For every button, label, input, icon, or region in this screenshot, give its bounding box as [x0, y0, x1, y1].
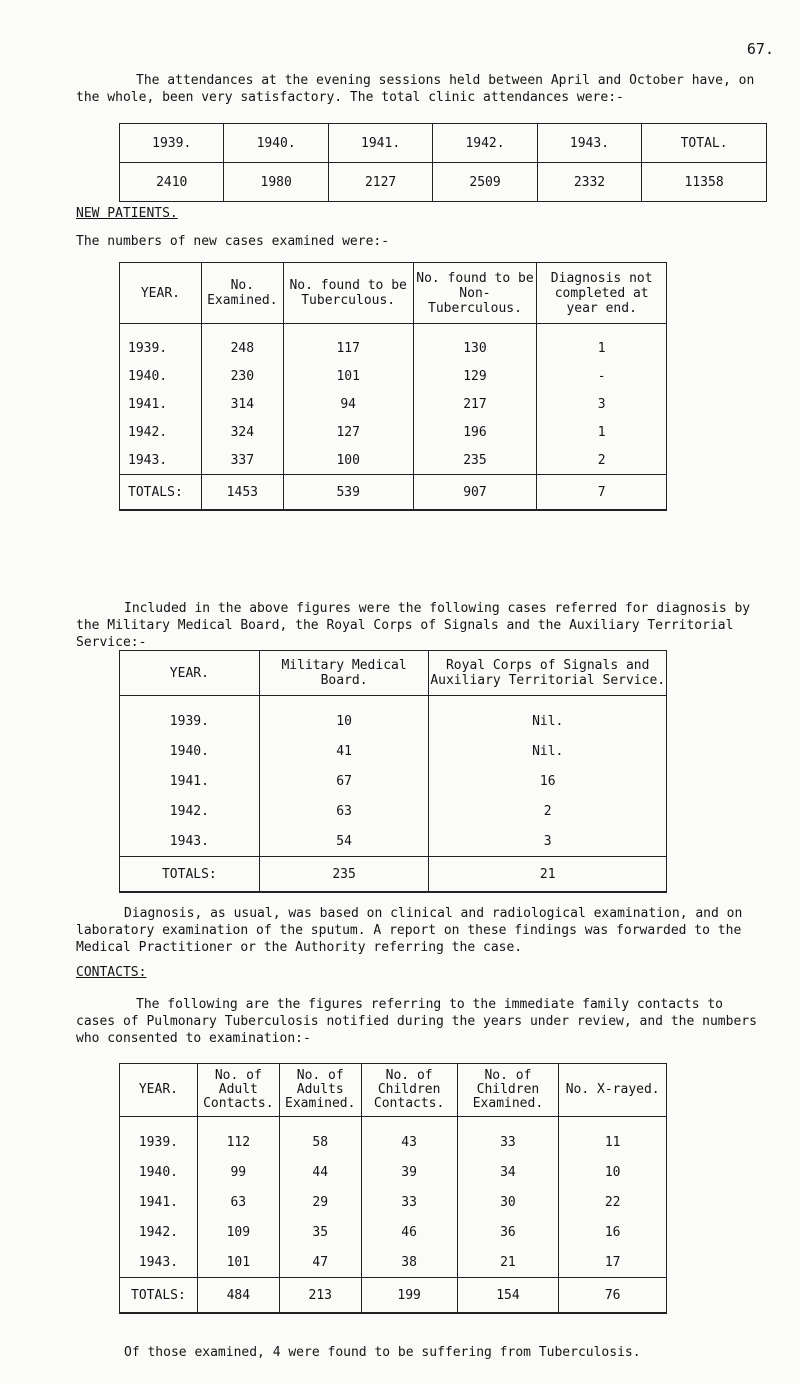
column-header: No. of Adult Contacts.	[197, 1064, 279, 1117]
new-patients-heading: NEW PATIENTS.	[76, 206, 178, 221]
table-cell: 29	[279, 1187, 361, 1217]
table-cell: 33	[457, 1117, 559, 1158]
table-cell: 117	[283, 324, 413, 363]
new-patients-intro: The numbers of new cases examined were:-	[76, 234, 390, 249]
table-cell: 10	[559, 1157, 667, 1187]
table-cell: 1941.	[120, 766, 260, 796]
table-cell: 1	[537, 418, 667, 446]
table-cell: 21	[457, 1247, 559, 1278]
table-row	[120, 418, 667, 446]
table-cell: 1942.	[120, 796, 260, 826]
table-cell: 1940.	[120, 362, 202, 390]
table-cell: 67	[259, 766, 429, 796]
table-cell: 34	[457, 1157, 559, 1187]
totals-cell: 907	[413, 475, 537, 511]
totals-cell: 154	[457, 1278, 559, 1314]
table-row	[120, 1157, 667, 1187]
table-cell: 22	[559, 1187, 667, 1217]
table-cell: 3	[429, 826, 667, 857]
table-cell: 248	[201, 324, 283, 363]
table-cell: 47	[279, 1247, 361, 1278]
attendance-value: 2332	[537, 163, 641, 202]
totals-cell: 7	[537, 475, 667, 511]
contacts-heading: CONTACTS:	[76, 965, 147, 980]
table-cell: 130	[413, 324, 537, 363]
table-cell: 36	[457, 1217, 559, 1247]
totals-row	[120, 857, 667, 893]
column-header: No. found to be Non-Tuberculous.	[413, 263, 537, 324]
table-cell: 235	[413, 446, 537, 475]
table-cell: 2	[537, 446, 667, 475]
attendance-header-row	[120, 124, 767, 163]
table-cell: 46	[361, 1217, 457, 1247]
table-cell: 1941.	[120, 1187, 198, 1217]
contacts-intro: The following are the figures referring to the immediate family contacts to cases of Pulmonary Tuberculosis notified during the years under review, and the numbers who consented to examination:-	[76, 997, 757, 1046]
table-cell: 1940.	[120, 1157, 198, 1187]
table-cell: Nil.	[429, 696, 667, 737]
table-cell: 1	[537, 324, 667, 363]
table-cell: 217	[413, 390, 537, 418]
totals-row	[120, 475, 667, 511]
table-cell: 99	[197, 1157, 279, 1187]
column-header: No. of Adults Examined.	[279, 1064, 361, 1117]
table-cell: 33	[361, 1187, 457, 1217]
page-number: 67.	[746, 40, 774, 58]
totals-cell: TOTALS:	[120, 475, 202, 511]
totals-cell: 76	[559, 1278, 667, 1314]
column-header: No. X-rayed.	[559, 1064, 667, 1117]
table-cell: 324	[201, 418, 283, 446]
column-header: YEAR.	[120, 651, 260, 696]
totals-cell: 235	[259, 857, 429, 893]
table-cell: 101	[197, 1247, 279, 1278]
table-cell: 41	[259, 736, 429, 766]
diagnosis-paragraph: Diagnosis, as usual, was based on clinical and radiological examination, and on laboratory examination of the sputum. A report on these findings was forwarded to the Medical Practitioner or the Authority referring the case.	[76, 906, 743, 955]
year-header: 1941.	[328, 124, 432, 163]
table-cell: 17	[559, 1247, 667, 1278]
table-cell: 1942.	[120, 1217, 198, 1247]
column-header: Diagnosis not completed at year end.	[537, 263, 667, 324]
contacts-header-row	[120, 1064, 667, 1117]
year-header: 1940.	[224, 124, 328, 163]
table-cell: 1943.	[120, 446, 202, 475]
table-cell: 1943.	[120, 826, 260, 857]
year-header: 1939.	[120, 124, 224, 163]
table-row	[120, 826, 667, 857]
table-cell: 38	[361, 1247, 457, 1278]
table-cell: 1939.	[120, 324, 202, 363]
column-header: No. of Children Contacts.	[361, 1064, 457, 1117]
table-cell: 127	[283, 418, 413, 446]
intro-paragraph: The attendances at the evening sessions held between April and October have, on the whole, been very satisfactory. The total clinic attendances were:-	[76, 73, 755, 105]
table-row	[120, 696, 667, 737]
table-row	[120, 390, 667, 418]
column-header: No. Examined.	[201, 263, 283, 324]
table-cell: 16	[429, 766, 667, 796]
year-header: 1942.	[433, 124, 537, 163]
table-cell: 35	[279, 1217, 361, 1247]
totals-cell: 539	[283, 475, 413, 511]
table-cell: 43	[361, 1117, 457, 1158]
table-cell: 58	[279, 1117, 361, 1158]
table-cell: 1942.	[120, 418, 202, 446]
table-row	[120, 362, 667, 390]
column-header: No. of Children Examined.	[457, 1064, 559, 1117]
table-row	[120, 1117, 667, 1158]
table-row	[120, 736, 667, 766]
table-cell: 1939.	[120, 1117, 198, 1158]
table-cell: 39	[361, 1157, 457, 1187]
attendance-value: 11358	[642, 163, 767, 202]
referred-table	[119, 650, 667, 893]
attendance-value: 1980	[224, 163, 328, 202]
table-row	[120, 1247, 667, 1278]
table-row	[120, 446, 667, 475]
table-cell: 337	[201, 446, 283, 475]
year-header: 1943.	[537, 124, 641, 163]
table-cell: 63	[259, 796, 429, 826]
table-cell: 100	[283, 446, 413, 475]
totals-row	[120, 1278, 667, 1314]
table-cell: -	[537, 362, 667, 390]
table-cell: 10	[259, 696, 429, 737]
table-cell: 101	[283, 362, 413, 390]
table-cell: 1943.	[120, 1247, 198, 1278]
table-row	[120, 796, 667, 826]
column-header: No. found to be Tuberculous.	[283, 263, 413, 324]
closing-paragraph: Of those examined, 4 were found to be suffering from Tuberculosis.	[124, 1345, 641, 1360]
table-cell: 109	[197, 1217, 279, 1247]
table-row	[120, 766, 667, 796]
table-cell: Nil.	[429, 736, 667, 766]
column-header: YEAR.	[120, 263, 202, 324]
table-cell: 196	[413, 418, 537, 446]
attendance-table	[119, 123, 767, 202]
table-cell: 112	[197, 1117, 279, 1158]
column-header: Military Medical Board.	[259, 651, 429, 696]
table-cell: 1939.	[120, 696, 260, 737]
table-cell: 54	[259, 826, 429, 857]
totals-cell: 1453	[201, 475, 283, 511]
table-cell: 1941.	[120, 390, 202, 418]
new-cases-header-row	[120, 263, 667, 324]
totals-cell: TOTALS:	[120, 1278, 198, 1314]
attendance-value: 2127	[328, 163, 432, 202]
table-cell: 1940.	[120, 736, 260, 766]
table-cell: 3	[537, 390, 667, 418]
table-cell: 230	[201, 362, 283, 390]
totals-cell: TOTALS:	[120, 857, 260, 893]
attendance-values-row	[120, 163, 767, 202]
table-row	[120, 1217, 667, 1247]
totals-cell: 484	[197, 1278, 279, 1314]
column-header: YEAR.	[120, 1064, 198, 1117]
column-header: Royal Corps of Signals and Auxiliary Territorial Service.	[429, 651, 667, 696]
attendance-value: 2410	[120, 163, 224, 202]
table-cell: 129	[413, 362, 537, 390]
table-cell: 16	[559, 1217, 667, 1247]
table-row	[120, 1187, 667, 1217]
attendance-value: 2509	[433, 163, 537, 202]
referred-header-row	[120, 651, 667, 696]
contacts-table	[119, 1063, 667, 1314]
totals-cell: 21	[429, 857, 667, 893]
table-row	[120, 324, 667, 363]
table-cell: 30	[457, 1187, 559, 1217]
table-cell: 94	[283, 390, 413, 418]
table-cell: 2	[429, 796, 667, 826]
table-cell: 44	[279, 1157, 361, 1187]
totals-cell: 213	[279, 1278, 361, 1314]
referred-intro: Included in the above figures were the following cases referred for diagnosis by the Military Medical Board, the Royal Corps of Signals and the Auxiliary Territorial Service:-	[76, 601, 751, 650]
totals-cell: 199	[361, 1278, 457, 1314]
new-cases-table	[119, 262, 667, 511]
table-cell: 314	[201, 390, 283, 418]
table-cell: 11	[559, 1117, 667, 1158]
table-cell: 63	[197, 1187, 279, 1217]
year-header: TOTAL.	[642, 124, 767, 163]
